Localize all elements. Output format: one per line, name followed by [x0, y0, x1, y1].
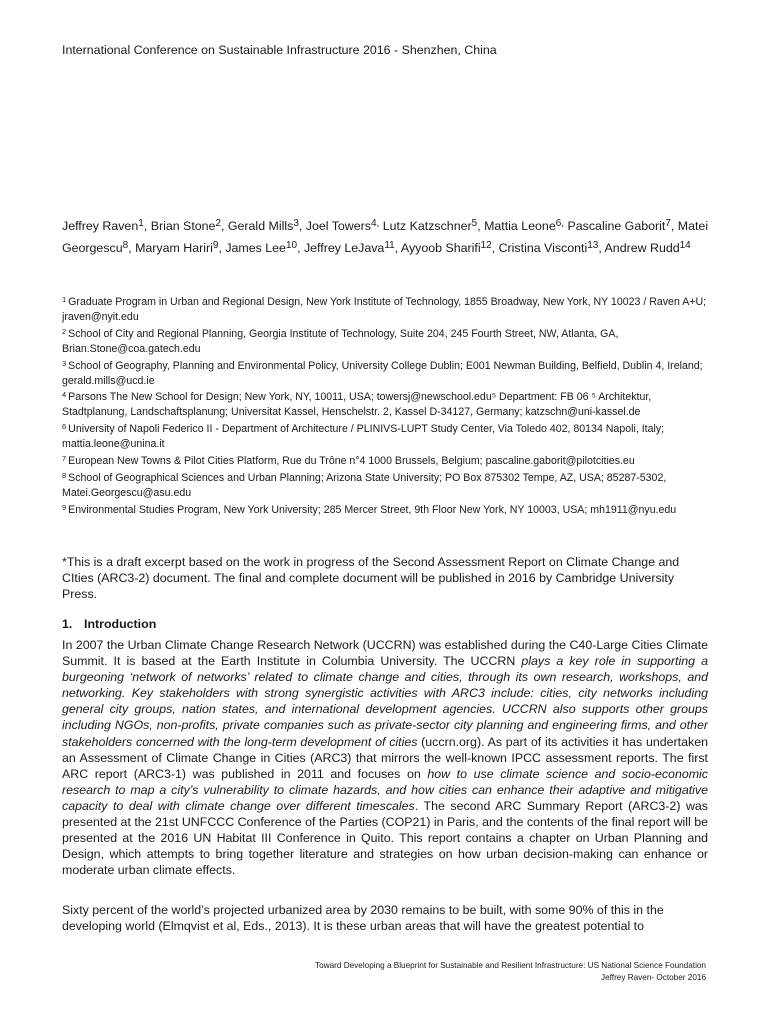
author-affiliation-number: 2 — [215, 218, 221, 229]
section-heading-introduction — [62, 617, 156, 631]
author-entry — [228, 219, 299, 233]
emphasized-text: how to use climate science and socio-economic research to map a city’s vulnerability to climate hazards, and how cities can enhance their adaptive and mitigative capacity to deal with climate change over different timescales — [62, 766, 708, 813]
author-entry — [135, 241, 218, 255]
affiliation-text: Graduate Program in Urban and Regional Design, New York Institute of Technology, 1855 Broadway, New York, NY 10023 / Raven A+U; jraven@nyit.edu — [62, 296, 707, 323]
author-name: Ayyoob Sharifi — [400, 240, 481, 255]
author-entry — [151, 219, 221, 233]
author-name: Cristina Visconti — [498, 240, 588, 255]
author-entry — [401, 241, 492, 255]
affiliation-text: School of City and Regional Planning, Georgia Institute of Technology, Suite 204, 245 Fourth Street, NW, Atlanta, GA, Brian.Stone@coa.gatech.edu — [62, 327, 619, 355]
author-entry — [304, 241, 395, 255]
affiliation-item — [62, 357, 712, 389]
author-name: Jeffrey Raven — [62, 219, 139, 233]
affiliation-text: University of Napoli Federico II - Department of Architecture / PLINIVS-LUPT Study Center, Via Toledo 402, 80134 Napoli, Italy; mattia.leone@unina.it — [62, 423, 665, 451]
author-name: James Lee — [225, 240, 286, 255]
affiliation-item — [62, 388, 712, 420]
affiliation-item — [62, 293, 712, 325]
author-name: Brian Stone — [150, 219, 216, 233]
author-affiliation-number: 9 — [212, 239, 219, 251]
affiliation-number: 2 — [62, 326, 67, 336]
affiliation-number: 9 — [62, 502, 67, 512]
conference-header: International Conference on Sustainable Infrastructure 2016 - Shenzhen, China — [62, 43, 497, 57]
affiliation-number: 3 — [62, 358, 67, 368]
author-name: Andrew Rudd — [604, 240, 680, 255]
affiliation-text: Environmental Studies Program, New York University; 285 Mercer Street, 9th Floor New York, NY 10003, USA; mh1911@nyu.edu — [68, 503, 677, 516]
author-affiliation-number: 7 — [665, 218, 671, 229]
affiliation-text: School of Geography, Planning and Environmental Policy, University College Dublin; E001 Newman Building, Belfield, Dublin 4, Ireland; gerald.mills@ucd.ie — [62, 359, 703, 387]
author-affiliation-number: 8 — [122, 239, 129, 251]
section-title: Introduction — [84, 617, 157, 631]
affiliation-item — [62, 420, 712, 452]
author-affiliation-number: 1 — [138, 218, 144, 229]
author-entry — [383, 219, 477, 233]
author-entry — [568, 219, 671, 233]
author-affiliation-number: 14 — [679, 239, 691, 251]
footer-title: Toward Developing a Blueprint for Sustainable and Resilient Infrastructure: US National Science Foundation — [315, 961, 706, 970]
author-entry — [225, 241, 297, 255]
author-affiliation-number: 12 — [480, 239, 492, 251]
affiliation-number: 6 — [62, 422, 67, 432]
author-affiliation-number: 10 — [285, 239, 298, 251]
affiliation-number: 8 — [62, 470, 67, 480]
author-affiliation-number: 11 — [384, 239, 395, 251]
author-entry — [605, 241, 691, 255]
author-entry — [306, 219, 380, 233]
author-affiliation-number: 13 — [587, 239, 599, 251]
author-name: Mattia Leone — [484, 219, 556, 233]
affiliation-item — [62, 452, 712, 469]
affiliation-number: 4 — [62, 390, 67, 400]
affiliation-text: Parsons The New School for Design; New York, NY, 10011, USA; towersj@newschool.edu⁵ Department: FB 06 ⁵ Architektur, Stadtplanung, Landschaftsplanung; Universitat Kassel, Henschelstr. 2, Kassel D-34127, Germany; katzschn@uni-kassel.de — [62, 391, 652, 419]
body-text: In 2007 the Urban Climate Change Research Network (UCCRN) was established during the C40-Large Cities Climate Summit. It is based at the Earth Institute in Columbia University. The UCCRN — [62, 638, 708, 669]
author-affiliation-number: 5 — [471, 218, 478, 229]
author-affiliation-number: 6, — [555, 218, 565, 229]
affiliation-text: European New Towns & Pilot Cities Platform, Rue du Trône n°4 1000 Brussels, Belgium; pascaline.gaborit@pilotcities.eu — [68, 455, 635, 468]
intro-paragraph-2: Sixty percent of the world’s projected urbanized area by 2030 remains to be built, with some 90% of this in the developing world (Elmqvist et al, Eds., 2013). It is these urban areas that will have the greatest potential to — [62, 903, 664, 934]
body-text: (uccrn.org). As part of its activities it has undertaken an Assessment of Climate Change in Cities (ARC3) that mirrors the well-known IPCC assessment reports. The first ARC report (ARC3-1) was published in 2011 and focuses on — [62, 734, 708, 781]
author-entry — [62, 219, 144, 233]
affiliation-item — [62, 469, 712, 501]
affiliation-list — [62, 293, 712, 518]
author-list: Jeffrey Raven$^1$, Brian Stone$^2$, Gerald Mills$^3$, Joel Towers$^{4,}$ Lutz Katzschner$^5$, Mattia Leone$^{6,}$ Pascaline Gaborit$^7$, Matei Georgescu$^8$, Maryam Hariri$^9$, James Lee$^{10}$, Jeffrey LeJava$^{11}$, Ayyoob Sharifi$^{12}$, Cristina Visconti$^{13}$, Andrew Rudd$^{14}$ — [62, 218, 709, 255]
author-name: Lutz Katzschner — [382, 219, 472, 233]
author-entry — [484, 219, 564, 233]
affiliation-item — [62, 501, 712, 518]
author-name: Maryam Hariri — [135, 240, 213, 255]
body-text: . The second ARC Summary Report (ARC3-2) was presented at the 21st UNFCCC Conference of the Parties (COP21) in Paris, and the contents of the final report will be presented at the 2016 UN Habitat III Conference in Quito. This report contains a chapter on Urban Planning and Design, which attempts to bring together literature and strategies on how urban decision-making can enhance or moderate urban climate effects. — [62, 798, 709, 878]
intro-paragraph-1 — [62, 637, 708, 878]
author-name: Pascaline Gaborit — [567, 219, 666, 233]
draft-note: *This is a draft excerpt based on the work in progress of the Second Assessment Report on Climate Change and CIties (ARC3-2) document. The final and complete document will be published in 2016 by Cambridge University Press. — [62, 555, 680, 602]
page-footer — [315, 960, 706, 983]
footer-author-date: Jeffrey Raven- October 2016 — [601, 972, 706, 982]
author-name: Gerald Mills — [227, 219, 294, 233]
author-name: Matei Georgescu — [62, 219, 709, 255]
author-entry — [499, 241, 599, 255]
author-affiliation-number: 3 — [293, 218, 299, 229]
author-name: Jeffrey LeJava — [303, 240, 385, 255]
affiliation-item — [62, 325, 712, 357]
author-name: Joel Towers — [305, 219, 371, 233]
affiliation-number: 7 — [62, 454, 67, 464]
section-number: 1. — [62, 617, 73, 631]
author-affiliation-number: 4, — [370, 218, 380, 229]
affiliation-text: School of Geographical Sciences and Urban Planning; Arizona State University; PO Box 875302 Tempe, AZ, USA; 85287-5302, Matei.Georgescu@asu.edu — [62, 471, 667, 499]
affiliation-number: 1 — [62, 295, 67, 304]
emphasized-text: plays a key role in supporting a burgeoning ‘network of networks’ related to climate change and cities, through its own research, workshops, and networking. Key stakeholders with strong synergistic activities with ARC3 include: cities, city networks including general city groups, nation states, and international development agencies. UCCRN also supports other groups including NGOs, non-profits, private companies such as private-sector city planning and engineering firms, and other stakeholders concerned with the long-term development of cities — [62, 654, 708, 749]
